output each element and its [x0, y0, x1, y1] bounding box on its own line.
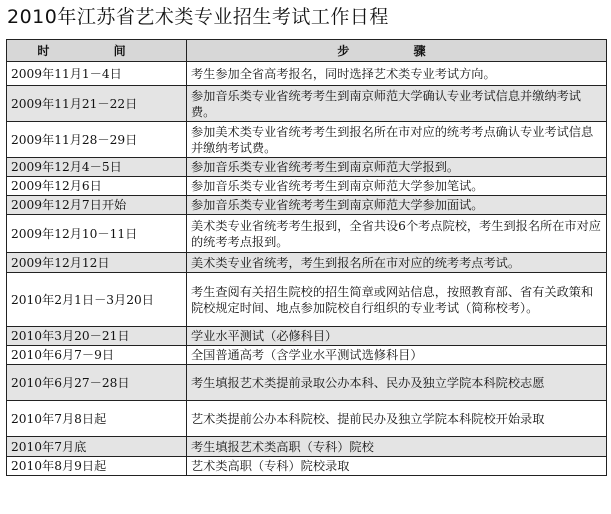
step-cell: 考生填报艺术类高职（专科）院校 [187, 437, 607, 457]
page-title: 2010年江苏省艺术类专业招生考试工作日程 [7, 6, 389, 28]
table-row [7, 86, 607, 122]
step-cell: 考生参加全省高考报名，同时选择艺术类专业考试方向。 [187, 62, 607, 86]
step-cell: 考生填报艺术类提前录取公办本科、民办及独立学院本科院校志愿 [187, 365, 607, 401]
table-row [7, 253, 607, 273]
step-cell: 艺术类提前公办本科院校、提前民办及独立学院本科院校开始录取 [187, 401, 607, 437]
table-row [7, 365, 607, 401]
table-row [7, 215, 607, 253]
step-cell: 全国普通高考（含学业水平测试选修科目） [187, 346, 607, 365]
step-cell: 艺术类高职（专科）院校录取 [187, 457, 607, 476]
header-steps: 步 骤 [187, 40, 607, 62]
time-cell: 2009年11月21－22日 [7, 86, 187, 122]
table-header-row [7, 40, 607, 62]
step-cell: 学业水平测试（必修科目） [187, 327, 607, 346]
table-row [7, 158, 607, 177]
time-cell: 2010年7月8日起 [7, 401, 187, 437]
table-row [7, 346, 607, 365]
step-cell: 考生查阅有关招生院校的招生简章或网站信息，按照教育部、省有关政策和院校规定时间、地点参加院校自行组织的专业考试（简称校考）。 [187, 273, 607, 327]
step-cell: 参加美术类专业省统考考生到报名所在市对应的统考考点确认专业考试信息并缴纳考试费。 [187, 122, 607, 158]
step-cell: 参加音乐类专业省统考考生到南京师范大学参加面试。 [187, 196, 607, 215]
table-row [7, 62, 607, 86]
table-row [7, 196, 607, 215]
table-row [7, 327, 607, 346]
schedule-table [6, 39, 607, 476]
step-cell: 美术类专业省统考，考生到报名所在市对应的统考考点考试。 [187, 253, 607, 273]
time-cell: 2009年12月6日 [7, 177, 187, 196]
step-cell: 参加音乐类专业省统考考生到南京师范大学参加笔试。 [187, 177, 607, 196]
time-cell: 2009年12月7日开始 [7, 196, 187, 215]
time-cell: 2009年11月1－4日 [7, 62, 187, 86]
time-cell: 2010年8月9日起 [7, 457, 187, 476]
time-cell: 2010年6月27－28日 [7, 365, 187, 401]
table-row [7, 437, 607, 457]
header-time: 时 间 [7, 40, 187, 62]
time-cell: 2009年12月12日 [7, 253, 187, 273]
table-row [7, 273, 607, 327]
time-cell: 2009年12月4－5日 [7, 158, 187, 177]
table-row [7, 177, 607, 196]
time-cell: 2009年12月10－11日 [7, 215, 187, 253]
table-row [7, 122, 607, 158]
time-cell: 2009年11月28－29日 [7, 122, 187, 158]
table-row [7, 457, 607, 476]
time-cell: 2010年6月7－9日 [7, 346, 187, 365]
table-row [7, 401, 607, 437]
step-cell: 美术类专业省统考考生报到，全省共设6个考点院校，考生到报名所在市对应的统考考点报到。 [187, 215, 607, 253]
time-cell: 2010年7月底 [7, 437, 187, 457]
time-cell: 2010年3月20－21日 [7, 327, 187, 346]
step-cell: 参加音乐类专业省统考考生到南京师范大学报到。 [187, 158, 607, 177]
time-cell: 2010年2月1日－3月20日 [7, 273, 187, 327]
step-cell: 参加音乐类专业省统考考生到南京师范大学确认专业考试信息并缴纳考试费。 [187, 86, 607, 122]
